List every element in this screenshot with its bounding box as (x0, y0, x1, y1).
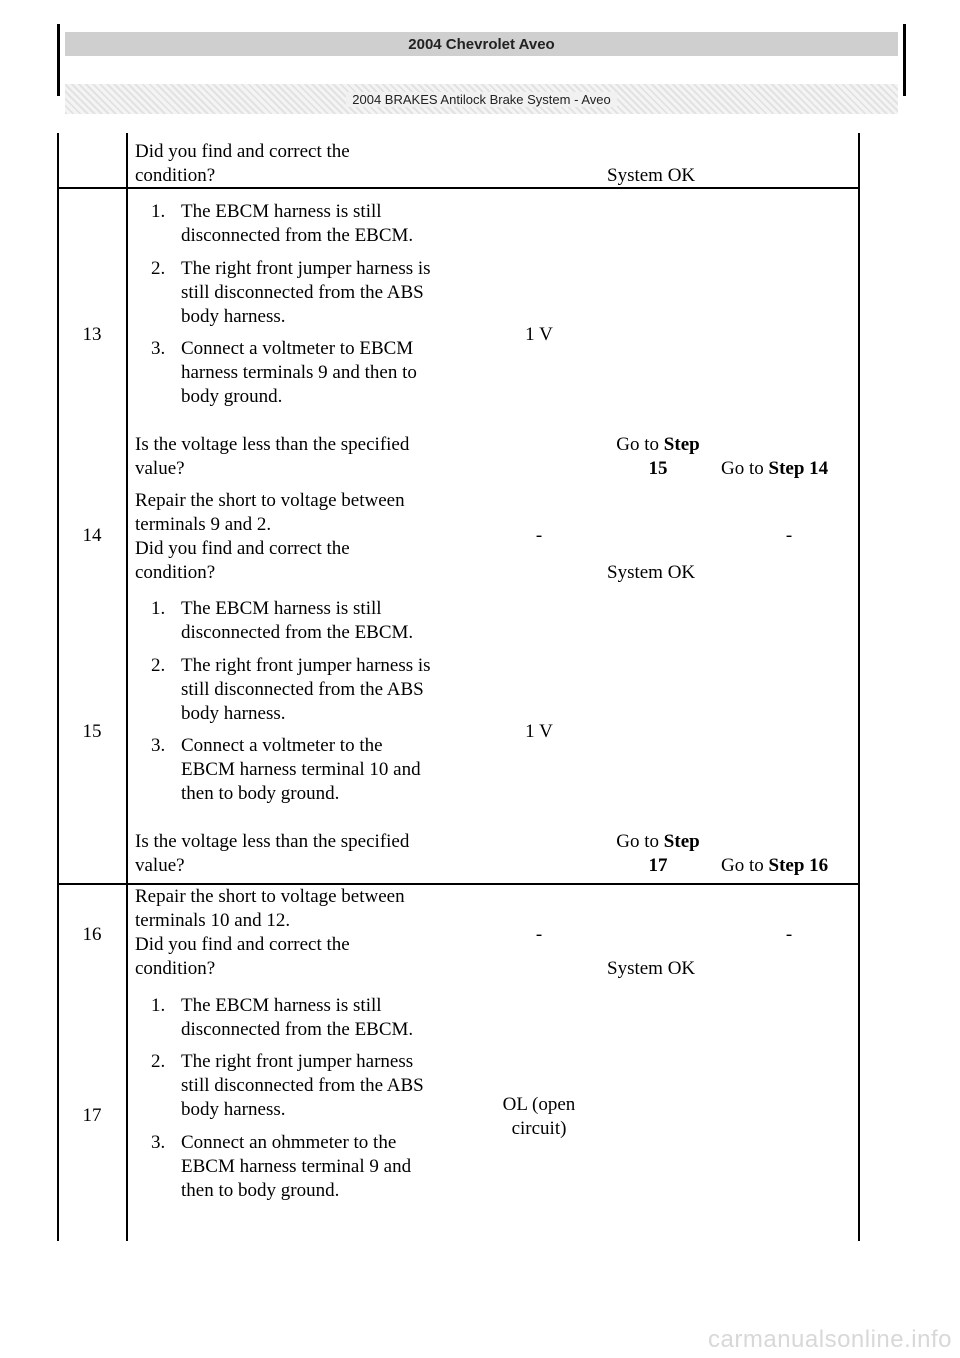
list-item-text: then to body ground. (181, 783, 340, 804)
document-subtitle: 2004 BRAKES Antilock Brake System - Aveo (346, 92, 616, 107)
list-item-text: Connect an ohmmeter to the (181, 1132, 397, 1153)
diagnostic-table (57, 133, 860, 1241)
header-right-rule (903, 24, 906, 96)
list-item-text: body ground. (181, 386, 283, 407)
list-item-text: The EBCM harness is still (181, 201, 382, 222)
list-item-text: still disconnected from the ABS (181, 1075, 424, 1096)
table-left-border (57, 133, 59, 1241)
document-subtitle-bar (65, 84, 898, 114)
list-marker: 3. (151, 1132, 166, 1153)
list-item-text: still disconnected from the ABS (181, 282, 424, 303)
yes-result: Go to Step (616, 434, 700, 455)
no-result: Go to Step 14 (721, 458, 829, 479)
step-number: 13 (82, 324, 102, 345)
page-header (57, 24, 906, 107)
list-item-text: body harness. (181, 703, 286, 724)
list-item-text: still disconnected from the ABS (181, 679, 424, 700)
header-left-rule (57, 24, 60, 96)
yes-result: System OK (607, 958, 696, 979)
list-item-text: disconnected from the EBCM. (181, 622, 414, 643)
list-marker: 1. (151, 201, 166, 222)
step-column-divider (126, 133, 128, 1241)
list-item-text: then to body ground. (181, 1180, 340, 1201)
action-text: Repair the short to voltage between (135, 886, 405, 907)
list-marker: 1. (151, 995, 166, 1016)
action-text: Did you find and correct the (135, 538, 350, 559)
list-marker: 1. (151, 598, 166, 619)
yes-result: 17 (648, 855, 668, 876)
table-right-border (858, 133, 860, 1241)
document-title: 2004 Chevrolet Aveo (65, 32, 898, 56)
list-marker: 2. (151, 655, 166, 676)
yes-result: System OK (607, 165, 696, 186)
value-cell: circuit) (511, 1118, 567, 1139)
action-text: Repair the short to voltage between (135, 490, 405, 511)
list-item-text: Connect a voltmeter to EBCM (181, 338, 414, 359)
value-cell: - (535, 525, 543, 546)
list-item-text: The EBCM harness is still (181, 995, 382, 1016)
list-item-text: The right front jumper harness is (181, 655, 431, 676)
action-text: Did you find and correct the (135, 141, 350, 162)
value-cell: 1 V (525, 324, 553, 345)
value-cell: OL (open (502, 1094, 576, 1115)
action-text: condition? (135, 165, 216, 186)
list-item-text: Connect a voltmeter to the (181, 735, 383, 756)
no-result: - (785, 924, 793, 945)
yes-result: Go to Step (616, 831, 700, 852)
list-item-text: harness terminals 9 and then to (181, 362, 417, 383)
action-text: condition? (135, 958, 216, 979)
action-text: terminals 10 and 12. (135, 910, 291, 931)
list-item-text: The EBCM harness is still (181, 598, 382, 619)
list-item-text: body harness. (181, 306, 286, 327)
no-result: - (785, 525, 793, 546)
list-marker: 3. (151, 338, 166, 359)
list-marker: 2. (151, 1051, 166, 1072)
list-item-text: The right front jumper harness (181, 1051, 414, 1072)
list-item-text: body harness. (181, 1099, 286, 1120)
question-text: value? (135, 458, 185, 479)
site-watermark: carmanualsonline.info (708, 1326, 952, 1353)
list-item-text: disconnected from the EBCM. (181, 1019, 414, 1040)
list-marker: 3. (151, 735, 166, 756)
list-item-text: The right front jumper harness is (181, 258, 431, 279)
question-text: Is the voltage less than the specified (135, 434, 410, 455)
question-text: Is the voltage less than the specified (135, 831, 410, 852)
list-item-text: disconnected from the EBCM. (181, 225, 414, 246)
action-text: terminals 9 and 2. (135, 514, 272, 535)
action-text: condition? (135, 562, 216, 583)
list-item-text: EBCM harness terminal 9 and (181, 1156, 412, 1177)
step-number: 17 (82, 1105, 102, 1126)
no-result: Go to Step 16 (721, 855, 829, 876)
yes-result: System OK (607, 562, 696, 583)
value-cell: 1 V (525, 721, 553, 742)
value-cell: - (535, 924, 543, 945)
action-text: Did you find and correct the (135, 934, 350, 955)
list-item-text: EBCM harness terminal 10 and (181, 759, 421, 780)
question-text: value? (135, 855, 185, 876)
yes-result: 15 (648, 458, 668, 479)
list-marker: 2. (151, 258, 166, 279)
step-number: 14 (82, 525, 102, 546)
step-number: 16 (82, 924, 102, 945)
step-number: 15 (82, 721, 102, 742)
